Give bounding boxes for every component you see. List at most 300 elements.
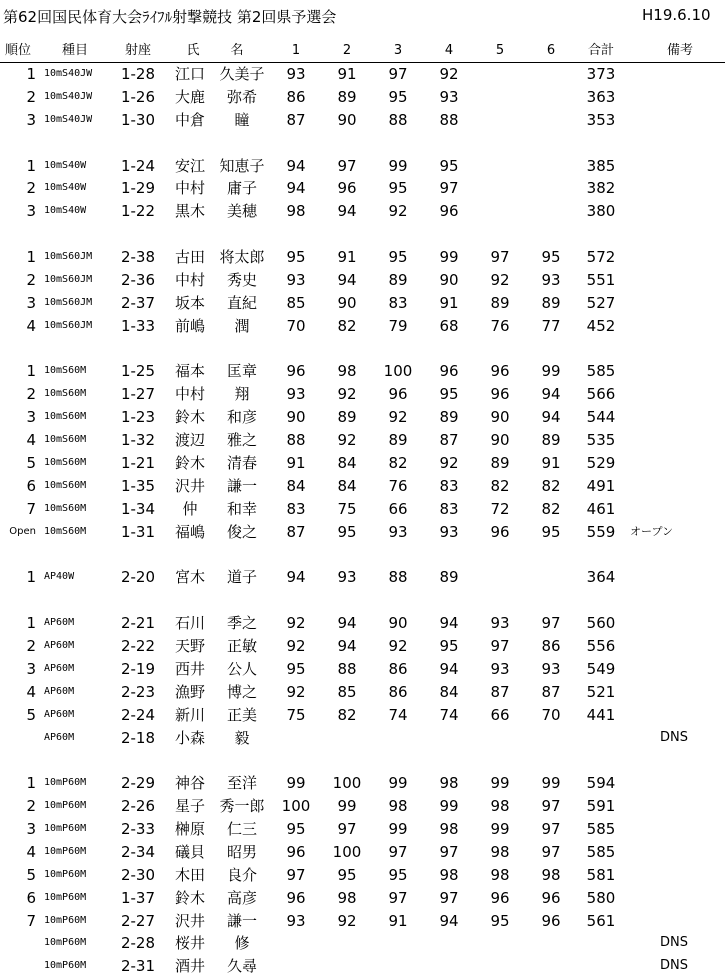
series-3-score: 95 — [388, 179, 408, 198]
series-4-score: 95 — [439, 385, 459, 404]
header-name-family: 氏 — [186, 43, 200, 58]
note-cell: DNS — [660, 729, 688, 745]
total-score: 559 — [586, 522, 616, 541]
series-2-score: 90 — [337, 110, 357, 129]
series-4-score: 92 — [439, 453, 459, 472]
given-name-cell: 久美子 — [219, 65, 265, 83]
event-cell: 10mS60M — [44, 525, 87, 537]
given-name-cell: 雅之 — [226, 431, 257, 450]
result-row — [0, 887, 725, 909]
header-name-given: 名 — [230, 43, 244, 58]
event-cell: AP60M — [44, 685, 75, 697]
total-score: 452 — [586, 316, 616, 335]
series-3-score: 95 — [388, 865, 408, 884]
series-1-score: 94 — [286, 156, 306, 175]
series-6-score: 97 — [541, 797, 561, 816]
total-score: 529 — [586, 453, 616, 472]
result-row — [0, 818, 725, 840]
total-score: 441 — [586, 705, 616, 724]
rank-cell: 6 — [26, 888, 36, 907]
series-2-score: 91 — [337, 65, 357, 83]
series-3-score: 88 — [388, 568, 408, 587]
series-4-score: 94 — [439, 614, 459, 633]
header-rank: 順位 — [5, 43, 32, 58]
note-cell — [630, 772, 722, 794]
series-6-score: 97 — [541, 614, 561, 633]
result-row — [0, 292, 725, 314]
given-name-cell: 将太郎 — [219, 248, 265, 267]
series-1-score: 87 — [286, 110, 306, 129]
note-cell — [630, 658, 722, 680]
series-5-score: 72 — [490, 499, 510, 518]
rank-cell: 5 — [26, 865, 36, 884]
series-3-score: 99 — [388, 156, 408, 175]
event-cell: 10mS40JW — [44, 90, 93, 102]
event-cell: 10mS60JM — [44, 251, 93, 263]
family-name-cell: 天野 — [174, 637, 205, 655]
header-series-6: 6 — [546, 43, 556, 58]
series-4-score: 88 — [439, 110, 459, 129]
series-5-score: 98 — [490, 865, 510, 884]
rank-cell: 1 — [26, 774, 36, 793]
series-5-score: 97 — [490, 637, 510, 655]
position-cell: 2-30 — [120, 865, 156, 884]
position-cell: 1-35 — [120, 476, 156, 495]
header-note: 備考 — [666, 43, 693, 58]
header-total: 合計 — [587, 43, 614, 58]
series-3-score: 96 — [388, 385, 408, 404]
series-2-score: 84 — [337, 476, 357, 495]
series-4-score: 84 — [439, 682, 459, 701]
note-cell — [630, 109, 722, 131]
rank-cell: 2 — [26, 385, 36, 404]
series-6-score — [531, 727, 571, 749]
total-score: 535 — [586, 431, 616, 450]
series-2-score: 96 — [337, 179, 357, 198]
total-score: 353 — [586, 110, 616, 129]
total-score: 549 — [586, 659, 616, 678]
header-series-3: 3 — [393, 43, 403, 58]
series-1-score: 85 — [286, 293, 306, 312]
series-1-score — [276, 932, 316, 954]
given-name-cell: 毅 — [234, 728, 250, 747]
series-3-score: 98 — [388, 797, 408, 816]
series-1-score: 93 — [286, 270, 306, 289]
series-4-score: 83 — [439, 499, 459, 518]
header-series-5: 5 — [495, 43, 505, 58]
rank-cell: 7 — [26, 499, 36, 518]
given-name-cell: 博之 — [226, 682, 257, 701]
given-name-cell: 仁三 — [226, 820, 257, 839]
series-5-score — [480, 109, 520, 131]
total-score: 580 — [586, 888, 616, 907]
note-cell — [630, 155, 722, 177]
series-5-score: 87 — [490, 682, 510, 701]
rank-cell: 5 — [26, 705, 36, 724]
series-6-score — [531, 566, 571, 588]
series-3-score: 92 — [388, 202, 408, 221]
series-1-score: 99 — [286, 774, 306, 793]
series-2-score — [327, 727, 367, 749]
rank-cell: 1 — [26, 156, 36, 175]
header-series-2: 2 — [342, 43, 352, 58]
position-cell: 2-19 — [120, 659, 156, 678]
series-5-score: 90 — [490, 408, 510, 427]
rank-cell: 2 — [26, 797, 36, 816]
result-row — [0, 269, 725, 291]
result-row — [0, 932, 725, 954]
note-cell — [630, 704, 722, 726]
series-4-score: 95 — [439, 637, 459, 655]
family-name-cell: 仲 — [182, 499, 198, 518]
event-cell: 10mS60JM — [44, 296, 93, 308]
result-row — [0, 155, 725, 177]
series-2-score: 82 — [337, 705, 357, 724]
position-cell: 2-24 — [120, 705, 156, 724]
given-name-cell: 昭男 — [226, 842, 257, 861]
result-row — [0, 452, 725, 474]
series-6-score: 99 — [541, 362, 561, 381]
series-6-score — [531, 200, 571, 222]
rank-cell: 1 — [26, 568, 36, 587]
series-2-score: 98 — [337, 362, 357, 381]
series-4-score: 98 — [439, 774, 459, 793]
series-6-score: 95 — [541, 248, 561, 267]
rank-cell: 6 — [26, 476, 36, 495]
series-4-score: 99 — [439, 797, 459, 816]
position-cell: 2-23 — [120, 682, 156, 701]
position-cell: 2-20 — [120, 568, 156, 587]
series-2-score: 92 — [337, 911, 357, 930]
series-5-score — [480, 566, 520, 588]
family-name-cell: 中倉 — [174, 110, 205, 129]
rank-cell: 1 — [26, 248, 36, 267]
position-cell: 2-21 — [120, 614, 156, 633]
series-1-score: 92 — [286, 614, 306, 633]
series-6-score: 82 — [541, 476, 561, 495]
series-2-score: 92 — [337, 431, 357, 450]
total-score: 491 — [586, 476, 616, 495]
rank-cell: 4 — [26, 682, 36, 701]
note-cell — [630, 292, 722, 314]
total-score: 594 — [586, 774, 616, 793]
series-6-score — [531, 109, 571, 131]
series-4-score: 74 — [439, 705, 459, 724]
rank-cell: 1 — [26, 65, 36, 83]
series-6-score: 87 — [541, 682, 561, 701]
event-cell: 10mS60M — [44, 411, 87, 423]
series-4-score: 93 — [439, 522, 459, 541]
result-row — [0, 681, 725, 703]
family-name-cell: 沢井 — [174, 911, 205, 930]
family-name-cell: 古田 — [174, 248, 205, 267]
series-5-score: 93 — [490, 614, 510, 633]
given-name-cell: 久尋 — [226, 957, 257, 976]
result-row — [0, 864, 725, 886]
family-name-cell: 鈴木 — [174, 888, 205, 907]
note-cell — [630, 246, 722, 268]
result-row — [0, 727, 725, 749]
position-cell: 1-32 — [120, 431, 156, 450]
header-series-1: 1 — [291, 43, 301, 58]
result-row — [0, 246, 725, 268]
series-3-score: 97 — [388, 65, 408, 83]
note-cell — [630, 635, 722, 657]
given-name-cell: 修 — [234, 934, 250, 953]
series-4-score: 95 — [439, 156, 459, 175]
series-1-score: 96 — [286, 842, 306, 861]
series-5-score: 76 — [490, 316, 510, 335]
event-cell: 10mS40JW — [44, 113, 93, 125]
series-6-score: 97 — [541, 842, 561, 861]
family-name-cell: 酒井 — [174, 957, 205, 976]
series-2-score: 97 — [337, 820, 357, 839]
note-cell — [630, 864, 722, 886]
given-name-cell: 高彦 — [226, 888, 257, 907]
series-1-score: 84 — [286, 476, 306, 495]
note-cell — [630, 177, 722, 199]
rank-cell: 1 — [26, 362, 36, 381]
event-cell: 10mP60M — [44, 914, 87, 926]
result-row — [0, 109, 725, 131]
series-4-score: 97 — [439, 179, 459, 198]
rank-cell: 3 — [26, 293, 36, 312]
series-3-score: 82 — [388, 453, 408, 472]
event-cell: 10mS40W — [44, 205, 87, 217]
result-row — [0, 475, 725, 497]
result-row — [0, 612, 725, 634]
series-5-score — [480, 86, 520, 108]
family-name-cell: 木田 — [174, 865, 205, 884]
series-6-score: 97 — [541, 820, 561, 839]
note-cell — [630, 429, 722, 451]
total-score: 561 — [586, 911, 616, 930]
position-cell: 1-34 — [120, 499, 156, 518]
result-row — [0, 383, 725, 405]
series-5-score — [480, 155, 520, 177]
event-cell: 10mP60M — [44, 845, 87, 857]
event-cell: 10mS60M — [44, 456, 87, 468]
series-2-score: 95 — [337, 522, 357, 541]
series-5-score — [480, 200, 520, 222]
series-4-score: 91 — [439, 293, 459, 312]
note-cell — [630, 315, 722, 337]
series-1-score: 94 — [286, 568, 306, 587]
total-score: 581 — [586, 865, 616, 884]
given-name-cell: 和幸 — [226, 499, 257, 518]
rank-cell: 2 — [26, 179, 36, 198]
series-1-score: 100 — [281, 797, 311, 816]
series-6-score — [531, 932, 571, 954]
series-3-score: 90 — [388, 614, 408, 633]
given-name-cell: 公人 — [226, 659, 257, 678]
series-2-score: 89 — [337, 408, 357, 427]
result-row — [0, 658, 725, 680]
event-cell: 10mS60M — [44, 365, 87, 377]
event-cell: AP60M — [44, 640, 75, 651]
series-2-score: 94 — [337, 270, 357, 289]
result-row — [0, 406, 725, 428]
series-1-score: 91 — [286, 453, 306, 472]
event-cell: 10mP60M — [44, 868, 87, 880]
series-5-score: 96 — [490, 385, 510, 404]
series-1-score: 87 — [286, 522, 306, 541]
series-5-score: 99 — [490, 820, 510, 839]
total-score: 566 — [586, 385, 616, 404]
series-5-score: 89 — [490, 293, 510, 312]
event-cell: AP60M — [44, 617, 75, 629]
header-position: 射座 — [124, 43, 151, 58]
result-row — [0, 795, 725, 817]
series-2-score: 92 — [337, 385, 357, 404]
family-name-cell: 礒貝 — [174, 842, 205, 861]
note-cell — [630, 200, 722, 222]
rank-cell: 3 — [26, 110, 36, 129]
note-cell: オープン — [630, 524, 674, 538]
result-row — [0, 177, 725, 199]
series-2-score: 95 — [337, 865, 357, 884]
event-cell: 10mS40JW — [44, 68, 93, 79]
series-6-score: 70 — [541, 705, 561, 724]
rank-cell — [0, 727, 36, 749]
family-name-cell: 中村 — [174, 179, 205, 198]
series-3-score: 92 — [388, 637, 408, 655]
given-name-cell: 和彦 — [226, 408, 257, 427]
rank-cell: 3 — [26, 202, 36, 221]
event-cell: AP40W — [44, 571, 75, 583]
total-score: 382 — [586, 179, 616, 198]
event-cell: AP60M — [44, 662, 75, 674]
series-6-score: 99 — [541, 774, 561, 793]
series-4-score: 89 — [439, 568, 459, 587]
series-1-score: 70 — [286, 316, 306, 335]
rank-cell: 3 — [26, 820, 36, 839]
note-cell — [630, 86, 722, 108]
header-series-4: 4 — [444, 43, 454, 58]
series-4-score: 97 — [439, 842, 459, 861]
event-cell: 10mS60M — [44, 502, 87, 514]
family-name-cell: 桜井 — [174, 934, 205, 953]
series-1-score: 75 — [286, 705, 306, 724]
event-cell: AP60M — [44, 708, 75, 720]
total-score: 585 — [586, 842, 616, 861]
series-6-score: 91 — [541, 453, 561, 472]
series-3-score: 97 — [388, 842, 408, 861]
total-score: 527 — [586, 293, 616, 312]
given-name-cell: 道子 — [226, 568, 257, 587]
series-1-score: 94 — [286, 179, 306, 198]
series-3-score: 100 — [383, 362, 413, 381]
result-row — [0, 429, 725, 451]
note-cell — [630, 383, 722, 405]
series-6-score: 89 — [541, 431, 561, 450]
series-5-score — [480, 932, 520, 954]
series-1-score: 88 — [286, 431, 306, 450]
event-cell: 10mS60M — [44, 388, 87, 400]
series-4-score: 96 — [439, 202, 459, 221]
series-1-score — [276, 727, 316, 749]
total-score: 585 — [586, 362, 616, 381]
family-name-cell: 神谷 — [174, 774, 205, 793]
series-4-score: 92 — [439, 65, 459, 83]
total-score: 585 — [586, 820, 616, 839]
series-3-score: 86 — [388, 682, 408, 701]
series-4-score: 94 — [439, 659, 459, 678]
family-name-cell: 漁野 — [174, 682, 205, 701]
series-5-score: 92 — [490, 270, 510, 289]
series-6-score: 96 — [541, 888, 561, 907]
rank-cell: 2 — [26, 637, 36, 655]
series-2-score: 100 — [332, 774, 362, 793]
family-name-cell: 新川 — [174, 705, 205, 724]
series-1-score: 92 — [286, 637, 306, 655]
family-name-cell: 榊原 — [174, 820, 205, 839]
series-2-score: 84 — [337, 453, 357, 472]
family-name-cell: 小森 — [174, 728, 205, 747]
series-6-score: 93 — [541, 270, 561, 289]
series-6-score: 96 — [541, 911, 561, 930]
series-5-score — [480, 63, 520, 85]
series-3-score: 99 — [388, 820, 408, 839]
position-cell: 1-24 — [120, 156, 156, 175]
document-title: 第62回国民体育大会ﾗｲﾌﾙ射撃競技 第2回県予選会 — [3, 8, 337, 26]
series-3-score: 89 — [388, 431, 408, 450]
position-cell: 1-37 — [120, 888, 156, 907]
series-1-score: 93 — [286, 911, 306, 930]
rank-cell: 3 — [26, 659, 36, 678]
series-2-score: 99 — [337, 797, 357, 816]
series-5-score: 98 — [490, 842, 510, 861]
total-score: 364 — [586, 568, 616, 587]
result-row — [0, 200, 725, 222]
series-4-score: 99 — [439, 248, 459, 267]
event-cell: 10mP60M — [44, 937, 87, 949]
series-6-score — [531, 63, 571, 85]
result-row — [0, 315, 725, 337]
note-cell — [630, 910, 722, 932]
series-4-score: 97 — [439, 888, 459, 907]
series-5-score: 90 — [490, 431, 510, 450]
rank-cell: 4 — [26, 842, 36, 861]
series-1-score: 86 — [286, 87, 306, 106]
series-5-score — [480, 727, 520, 749]
series-4-score: 90 — [439, 270, 459, 289]
total-score: 385 — [586, 156, 616, 175]
series-5-score: 95 — [490, 911, 510, 930]
rank-cell: 2 — [26, 87, 36, 106]
series-2-score — [327, 932, 367, 954]
series-2-score: 88 — [337, 659, 357, 678]
series-5-score: 96 — [490, 362, 510, 381]
series-3-score: 83 — [388, 293, 408, 312]
series-3-score: 93 — [388, 522, 408, 541]
given-name-cell: 至洋 — [226, 774, 257, 793]
total-score: 591 — [586, 797, 616, 816]
event-cell: 10mS40W — [44, 159, 87, 171]
series-5-score: 96 — [490, 888, 510, 907]
given-name-cell: 匡章 — [226, 362, 257, 381]
series-6-score: 93 — [541, 659, 561, 678]
series-6-score: 82 — [541, 499, 561, 518]
note-cell — [630, 841, 722, 863]
given-name-cell: 秀一郎 — [219, 797, 265, 816]
total-score — [580, 727, 622, 749]
total-score: 521 — [586, 682, 616, 701]
rank-cell: 4 — [26, 431, 36, 450]
series-1-score: 96 — [286, 888, 306, 907]
series-1-score: 95 — [286, 659, 306, 678]
result-row — [0, 772, 725, 794]
